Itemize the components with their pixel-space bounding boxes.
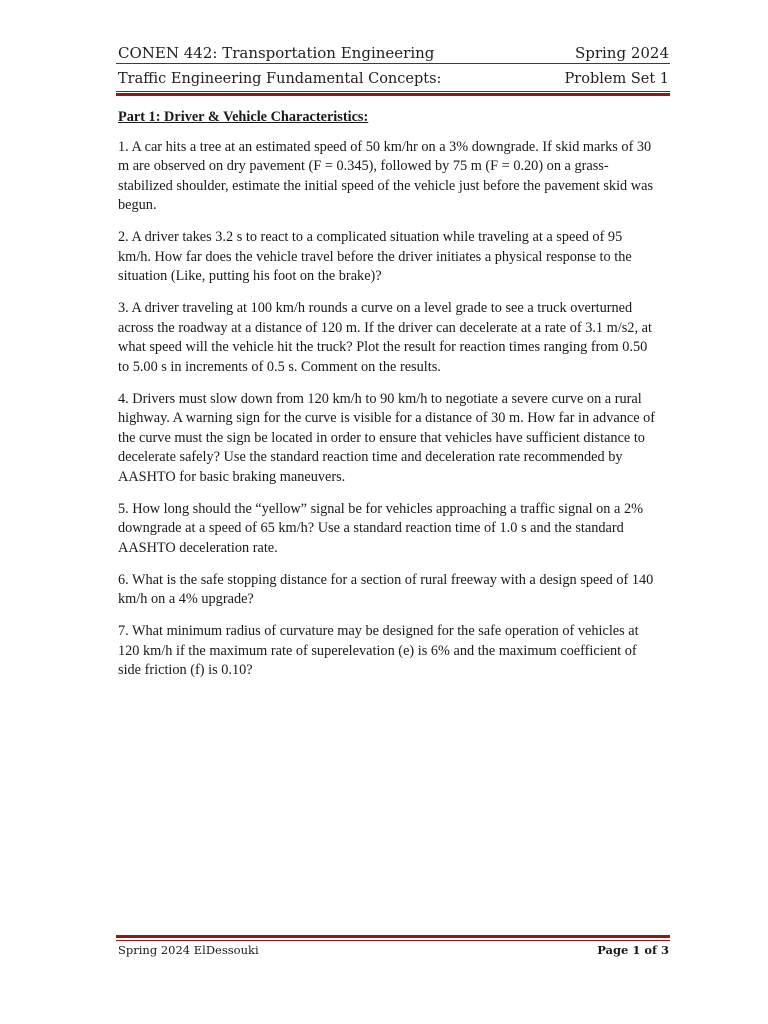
- part-title: Part 1: Driver & Vehicle Characteristics:: [118, 109, 369, 125]
- problem-7: 7. What minimum radius of curvature may be designed for the safe operation of vehicles at 120 km/h if the maximum rate of superelevation (e) is 6% and the maximum coefficient of side friction (f) is 0.10?: [118, 623, 639, 678]
- problem-2: 2. A driver takes 3.2 s to react to a complicated situation while traveling at a speed of 95 km/h. How far does the vehicle travel before the driver initiates a physical response to the situation (Like, putting his foot on the brake)?: [118, 229, 632, 284]
- header-rule-bottom: [116, 93, 670, 96]
- header-divider: [116, 63, 670, 64]
- footer-author: Spring 2024 ElDessouki: [118, 943, 259, 957]
- problem-4: 4. Drivers must slow down from 120 km/h to 90 km/h to negotiate a severe curve on a rural highway. A warning sign for the curve is visible for a distance of 30 m. How far in advance of the curve must the sign be located in order to ensure that vehicles have sufficient distance to decelerate safely? Use the standard reaction time and deceleration rate recommended by AASHTO for basic braking maneuvers.: [118, 390, 656, 485]
- page-number: Page 1 of 3: [597, 943, 669, 957]
- footer: [118, 943, 669, 957]
- header-row-topic: [118, 71, 669, 87]
- problem-1: 1. A car hits a tree at an estimated speed of 50 km/hr on a 3% downgrade. If skid marks of 30 m are observed on dry pavement (F = 0.345), followed by 75 m (F = 0.20) on a grass-stabilized shoulder, estimate the initial speed of the vehicle just before the pavement skid was begun.: [118, 138, 654, 213]
- header-row-course: [118, 44, 669, 62]
- page-body: [118, 108, 656, 693]
- problem-3: 3. A driver traveling at 100 km/h rounds a curve on a level grade to see a truck overturned across the roadway at a distance of 120 m. If the driver can decelerate at a rate of 3.1 m/s2, at what speed will the vehicle hit the truck? Plot the result for reaction times ranging from 0.50 to 5.00 s in increments of 0.5 s. Comment on the results.: [118, 300, 652, 375]
- term-label: Spring 2024: [574, 44, 669, 62]
- problem-5: 5. How long should the “yellow” signal be for vehicles approaching a traffic signal on a 2% downgrade at a speed of 65 km/h? Use a standard reaction time of 1.0 s and the standard AASHTO deceleration rate.: [118, 500, 643, 556]
- course-title: CONEN 442: Transportation Engineering: [118, 44, 435, 62]
- problem-set-label: Problem Set 1: [564, 71, 669, 87]
- topic-title: Traffic Engineering Fundamental Concepts:: [118, 71, 442, 87]
- footer-rule-bottom: [116, 940, 670, 941]
- header-rule-top: [116, 91, 670, 92]
- footer-rule-top: [116, 935, 670, 938]
- problem-6: 6. What is the safe stopping distance for a section of rural freeway with a design speed of 140 km/h on a 4% upgrade?: [118, 571, 654, 607]
